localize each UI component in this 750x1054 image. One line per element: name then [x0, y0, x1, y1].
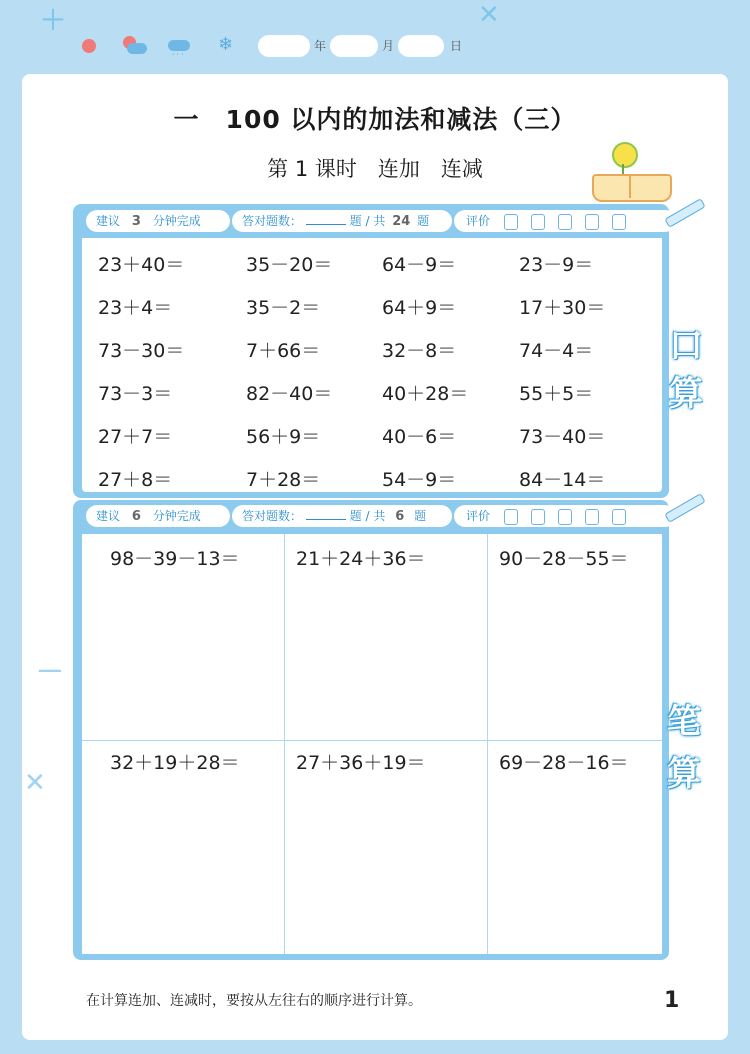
grid-divider [284, 534, 285, 954]
thumb-icon[interactable] [585, 214, 599, 230]
written-answer-area [82, 534, 662, 954]
oral-side-label: 口 [669, 326, 703, 366]
cloudy-icon[interactable] [121, 36, 147, 56]
correct-label: 答对题数： [242, 509, 303, 523]
oral-problem: 17＋30＝ [519, 297, 606, 319]
oral-problem: 74－4＝ [519, 340, 594, 362]
bottom-blue-band [0, 1040, 750, 1054]
year-label: 年 [314, 39, 327, 53]
written-score-pill [232, 505, 452, 527]
total-count: 24 [392, 214, 411, 229]
suggest-minutes: 3 [131, 214, 141, 229]
total-prefix: 题 / 共 [349, 509, 386, 523]
written-side-label: 算 [667, 754, 701, 794]
oral-problem: 23－9＝ [519, 254, 594, 276]
day-label: 日 [450, 39, 463, 53]
oral-side-label: 算 [669, 374, 703, 414]
correct-label: 答对题数： [242, 214, 303, 228]
suggest-prefix: 建议 [96, 509, 121, 523]
oral-problem: 84－14＝ [519, 469, 606, 491]
total-count: 6 [395, 509, 405, 524]
rating-label: 评价 [466, 214, 491, 228]
oral-rating-pill [454, 210, 676, 232]
plus-decoration-icon: ＋ [40, 6, 67, 36]
oral-problem: 55＋5＝ [519, 383, 594, 405]
oral-problem: 73－40＝ [519, 426, 606, 448]
suggest-suffix: 分钟完成 [152, 214, 201, 228]
written-problem: 90－28－55＝ [499, 548, 629, 570]
thumb-icon[interactable] [558, 509, 572, 525]
oral-problem: 7＋28＝ [246, 469, 321, 491]
correct-count-field[interactable] [306, 212, 346, 225]
oral-problem: 40－6＝ [382, 426, 457, 448]
total-suffix: 题 [414, 509, 427, 523]
lesson-subtitle: 第 1 课时 连加 连减 [267, 157, 483, 181]
page-title: 一 100 以内的加法和减法（三） [173, 105, 577, 134]
times-decoration-icon: ✕ [24, 768, 46, 798]
oral-problem: 54－9＝ [382, 469, 457, 491]
month-field[interactable] [330, 35, 378, 57]
times-decoration-icon: ✕ [478, 0, 500, 30]
grid-divider [82, 740, 662, 741]
written-suggest-pill [86, 505, 230, 527]
oral-problem: 35－20＝ [246, 254, 333, 276]
oral-problem: 7＋66＝ [246, 340, 321, 362]
day-field[interactable] [398, 35, 444, 57]
oral-problem: 64＋9＝ [382, 297, 457, 319]
oral-problems [82, 238, 662, 492]
oral-problem: 35－2＝ [246, 297, 321, 319]
written-problem: 98－39－13＝ [110, 548, 240, 570]
thumb-icon[interactable] [612, 214, 626, 230]
oral-problem: 64－9＝ [382, 254, 457, 276]
oral-problem: 23＋4＝ [98, 297, 173, 319]
oral-problem: 27＋7＝ [98, 426, 173, 448]
written-problem: 21＋24＋36＝ [296, 548, 426, 570]
oral-problem: 56＋9＝ [246, 426, 321, 448]
snow-icon[interactable]: ❄ [218, 34, 234, 55]
thumb-icon[interactable] [531, 509, 545, 525]
oral-problem: 73－30＝ [98, 340, 185, 362]
thumb-icon[interactable] [504, 509, 518, 525]
oral-problem: 27＋8＝ [98, 469, 173, 491]
thumb-icon[interactable] [531, 214, 545, 230]
written-problem: 32＋19＋28＝ [110, 752, 240, 774]
total-prefix: 题 / 共 [349, 214, 386, 228]
sun-icon[interactable] [82, 39, 96, 53]
oral-problem: 40＋28＝ [382, 383, 469, 405]
thumb-icon[interactable] [585, 509, 599, 525]
correct-count-field[interactable] [306, 507, 346, 520]
rating-label: 评价 [466, 509, 491, 523]
suggest-suffix: 分钟完成 [152, 509, 201, 523]
oral-problem: 32－8＝ [382, 340, 457, 362]
rain-icon[interactable]: ' ' ' [166, 38, 194, 60]
oral-suggest-pill [86, 210, 230, 232]
month-label: 月 [382, 39, 395, 53]
page-number: 1 [664, 988, 680, 1013]
thumb-icon[interactable] [612, 509, 626, 525]
oral-problem: 23＋40＝ [98, 254, 185, 276]
suggest-minutes: 6 [131, 509, 141, 524]
written-problem: 27＋36＋19＝ [296, 752, 426, 774]
oral-score-pill [232, 210, 452, 232]
written-rating-pill [454, 505, 676, 527]
oral-problem: 82－40＝ [246, 383, 333, 405]
thumb-icon[interactable] [558, 214, 572, 230]
written-side-label: 笔 [667, 702, 701, 742]
grid-divider [487, 534, 488, 954]
suggest-prefix: 建议 [96, 214, 121, 228]
thumb-icon[interactable] [504, 214, 518, 230]
written-problem: 69－28－16＝ [499, 752, 629, 774]
oral-problem: 73－3＝ [98, 383, 173, 405]
book-flower-icon [592, 142, 672, 202]
footer-note: 在计算连加、连减时，要按从左往右的顺序进行计算。 [86, 993, 422, 1009]
total-suffix: 题 [417, 214, 430, 228]
minus-decoration-icon: － [36, 655, 65, 688]
year-field[interactable] [258, 35, 310, 57]
